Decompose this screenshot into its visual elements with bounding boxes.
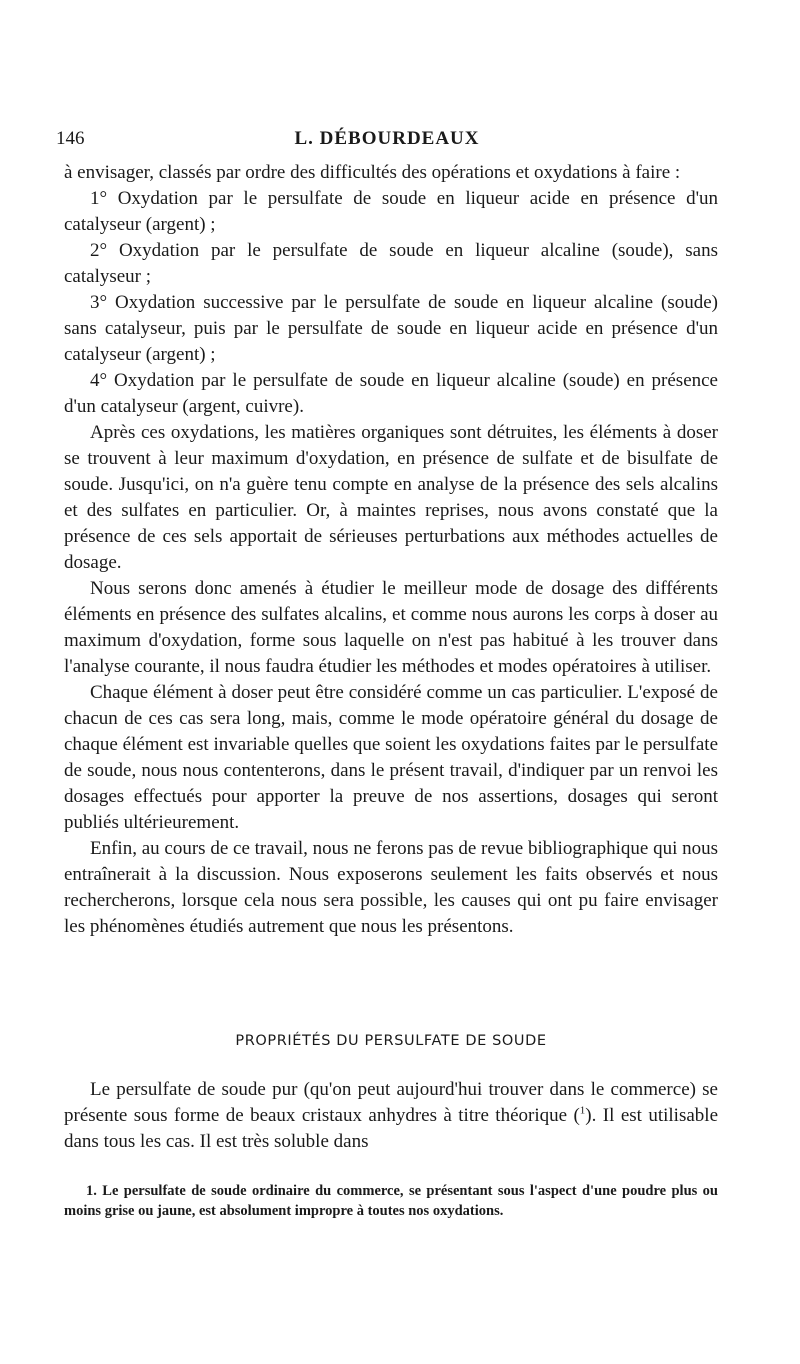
list-item-2: 2° Oxydation par le persulfate de soude en liqueur alcaline (soude), sans catalyseur ; <box>64 240 718 287</box>
section-heading: PROPRIÉTÉS DU PERSULFATE DE SOUDE <box>235 1033 547 1049</box>
main-text <box>64 160 718 940</box>
paragraph-text: ). Il est utilisable dans tous les cas. Il est très soluble dans <box>64 1105 718 1152</box>
running-head: L. DÉBOURDEAUX <box>294 128 480 149</box>
paragraph: Après ces oxydations, les matières organiques sont détruites, les éléments à doser se trouvent à leur maximum d'oxydation, en présence de sulfate et de bisulfate de soude. Jusqu'ici, on n'a guère tenu compte en analyse de la présence des sels alcalins et des sulfates en particulier. Or, à maintes reprises, nous avons constaté que la présence de ces sels apportait de sérieuses perturbations aux méthodes actuelles de dosage. <box>64 422 718 573</box>
page-header <box>56 122 718 152</box>
paragraph: Enfin, au cours de ce travail, nous ne ferons pas de revue bibliographique qui nous entraînerait à la discussion. Nous exposerons seulement les faits observés et nous rechercherons, lorsque cela nous sera possible, les causes qui ont pu faire envisager les phénomènes étudiés autrement que nous les présentons. <box>64 838 718 937</box>
paragraph-continuation: à envisager, classés par ordre des difficultés des opérations et oxydations à faire : <box>64 162 681 183</box>
paragraph <box>64 1077 718 1155</box>
list-item-1: 1° Oxydation par le persulfate de soude en liqueur acide en présence d'un catalyseur (argent) ; <box>64 188 718 235</box>
paragraph: Nous serons donc amenés à étudier le meilleur mode de dosage des différents éléments en présence des sulfates alcalins, et comme nous aurons les corps à doser au maximum d'oxydation, forme sous laquelle on n'est pas habitué à les trouver dans l'analyse courante, il nous faudra étudier les méthodes et modes opératoires à utiliser. <box>64 578 718 677</box>
paragraph-text: Le persulfate de soude pur (qu'on peut aujourd'hui trouver dans le commerce) se présente sous forme de beaux cristaux anhydres à titre théorique ( <box>64 1079 718 1126</box>
list-item-4: 4° Oxydation par le persulfate de soude en liqueur alcaline (soude) en présence d'un catalyseur (argent, cuivre). <box>64 370 718 417</box>
footnote <box>64 1181 718 1221</box>
paragraph: Chaque élément à doser peut être considéré comme un cas particulier. L'exposé de chacun de ces cas sera long, mais, comme le mode opératoire général du dosage de chaque élément est invariable quelles que soient les oxydations faites par le persulfate de soude, nous nous contenterons, dans le présent travail, d'indiquer par un renvoi les dosages effectués pour apporter la preuve de nos assertions, dosages qui seront publiés ultérieurement. <box>64 682 718 833</box>
section-text <box>64 1077 718 1155</box>
list-item-3: 3° Oxydation successive par le persulfate de soude en liqueur alcaline (soude) sans catalyseur, puis par le persulfate de soude en liqueur acide en présence d'un catalyseur (argent) ; <box>64 292 718 365</box>
page-number: 146 <box>56 128 85 149</box>
footnote-ref: 1 <box>579 1104 586 1117</box>
footnote-text: 1. Le persulfate de soude ordinaire du commerce, se présentant sous l'aspect d'une poudre plus ou moins grise ou jaune, est absolument impropre à toutes nos oxydations. <box>64 1183 718 1219</box>
